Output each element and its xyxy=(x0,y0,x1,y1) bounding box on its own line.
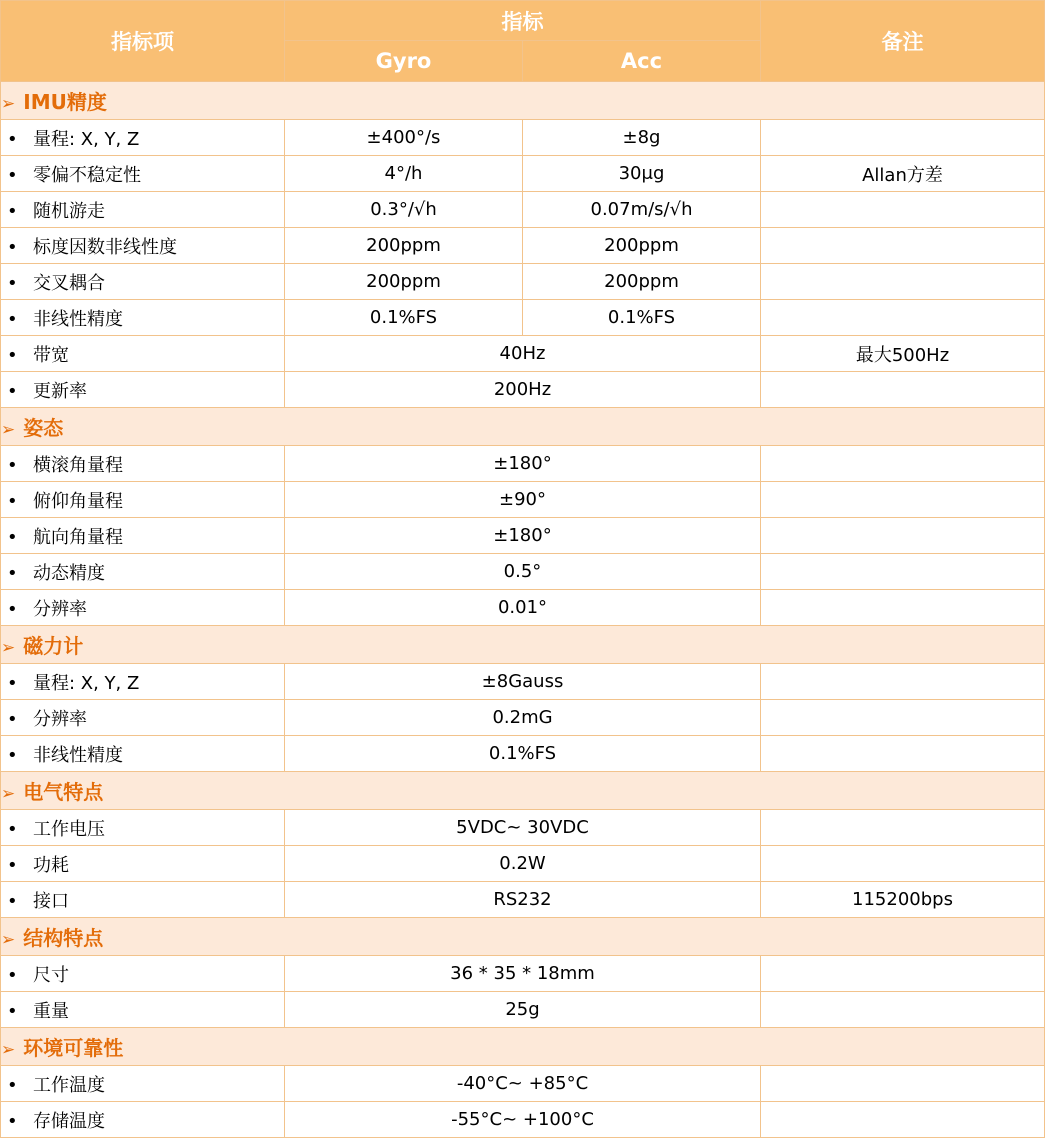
bullet-icon: • xyxy=(7,1074,18,1096)
note-cell xyxy=(761,264,1045,300)
value-cell: 5VDC~ 30VDC xyxy=(285,810,761,846)
item-cell xyxy=(1,736,285,772)
note-cell xyxy=(761,192,1045,228)
value-cell: ±180° xyxy=(285,518,761,554)
gyro-cell: 4°/h xyxy=(285,156,523,192)
note-cell xyxy=(761,590,1045,626)
gyro-cell: 0.3°/√h xyxy=(285,192,523,228)
bullet-icon: • xyxy=(7,964,18,986)
note-cell xyxy=(761,120,1045,156)
value-cell: 0.1%FS xyxy=(285,736,761,772)
item-cell xyxy=(1,882,285,918)
item-cell xyxy=(1,590,285,626)
item-cell xyxy=(1,518,285,554)
item-name: 接口 xyxy=(33,890,69,912)
table-row xyxy=(1,810,1045,846)
item-cell xyxy=(1,1066,285,1102)
table-row xyxy=(1,992,1045,1028)
acc-cell: ±8g xyxy=(523,120,761,156)
value-cell: 0.01° xyxy=(285,590,761,626)
section-title: 姿态 xyxy=(23,416,64,440)
note-cell xyxy=(761,736,1045,772)
arrow-icon: ➢ xyxy=(1,420,16,440)
section-header xyxy=(1,82,1045,120)
item-cell xyxy=(1,664,285,700)
table-row xyxy=(1,1066,1045,1102)
arrow-icon: ➢ xyxy=(1,638,16,658)
item-cell xyxy=(1,1102,285,1138)
section-title: 磁力计 xyxy=(23,634,84,658)
table-row xyxy=(1,846,1045,882)
section-header xyxy=(1,626,1045,664)
section-row xyxy=(1,772,1045,810)
note-cell xyxy=(761,518,1045,554)
item-name: 工作温度 xyxy=(33,1074,105,1096)
table-row xyxy=(1,300,1045,336)
table-row xyxy=(1,590,1045,626)
value-cell: 200Hz xyxy=(285,372,761,408)
bullet-icon: • xyxy=(7,708,18,730)
gyro-cell: 0.1%FS xyxy=(285,300,523,336)
value-cell: 0.2mG xyxy=(285,700,761,736)
item-name: 随机游走 xyxy=(33,200,105,222)
table-row xyxy=(1,482,1045,518)
item-cell xyxy=(1,700,285,736)
table-row xyxy=(1,700,1045,736)
table-row xyxy=(1,228,1045,264)
note-cell xyxy=(761,372,1045,408)
section-title: IMU精度 xyxy=(23,90,107,114)
bullet-icon: • xyxy=(7,164,18,186)
bullet-icon: • xyxy=(7,200,18,222)
item-cell xyxy=(1,956,285,992)
item-name: 功耗 xyxy=(33,854,69,876)
header-note: 备注 xyxy=(761,1,1045,82)
note-cell: 最大500Hz xyxy=(761,336,1045,372)
item-cell xyxy=(1,810,285,846)
item-cell xyxy=(1,992,285,1028)
section-row xyxy=(1,82,1045,120)
note-cell xyxy=(761,700,1045,736)
value-cell: 40Hz xyxy=(285,336,761,372)
item-cell xyxy=(1,482,285,518)
item-cell xyxy=(1,192,285,228)
item-name: 零偏不稳定性 xyxy=(33,164,141,186)
table-row xyxy=(1,264,1045,300)
gyro-cell: 200ppm xyxy=(285,228,523,264)
bullet-icon: • xyxy=(7,236,18,258)
bullet-icon: • xyxy=(7,854,18,876)
acc-cell: 0.1%FS xyxy=(523,300,761,336)
table-row xyxy=(1,956,1045,992)
item-name: 非线性精度 xyxy=(33,744,123,766)
bullet-icon: • xyxy=(7,344,18,366)
section-title: 环境可靠性 xyxy=(23,1036,124,1060)
table-row xyxy=(1,882,1045,918)
item-name: 分辨率 xyxy=(33,598,87,620)
table-row xyxy=(1,664,1045,700)
item-cell xyxy=(1,372,285,408)
note-cell xyxy=(761,300,1045,336)
value-cell: RS232 xyxy=(285,882,761,918)
table-row xyxy=(1,156,1045,192)
header-acc: Acc xyxy=(523,41,761,82)
item-name: 交叉耦合 xyxy=(33,272,105,294)
table-row xyxy=(1,1102,1045,1138)
item-cell xyxy=(1,264,285,300)
item-cell xyxy=(1,120,285,156)
item-name: 标度因数非线性度 xyxy=(33,236,177,258)
item-name: 量程: X, Y, Z xyxy=(33,128,140,150)
note-cell: Allan方差 xyxy=(761,156,1045,192)
value-cell: -55°C~ +100°C xyxy=(285,1102,761,1138)
note-cell xyxy=(761,664,1045,700)
table-row xyxy=(1,372,1045,408)
section-header xyxy=(1,408,1045,446)
note-cell xyxy=(761,810,1045,846)
header-gyro: Gyro xyxy=(285,41,523,82)
bullet-icon: • xyxy=(7,128,18,150)
item-name: 分辨率 xyxy=(33,708,87,730)
bullet-icon: • xyxy=(7,490,18,512)
note-cell xyxy=(761,1102,1045,1138)
section-title: 结构特点 xyxy=(23,926,104,950)
item-name: 俯仰角量程 xyxy=(33,490,123,512)
bullet-icon: • xyxy=(7,272,18,294)
arrow-icon: ➢ xyxy=(1,1040,16,1060)
note-cell xyxy=(761,228,1045,264)
bullet-icon: • xyxy=(7,744,18,766)
item-cell xyxy=(1,846,285,882)
value-cell: 25g xyxy=(285,992,761,1028)
item-name: 横滚角量程 xyxy=(33,454,123,476)
acc-cell: 200ppm xyxy=(523,228,761,264)
acc-cell: 30μg xyxy=(523,156,761,192)
section-row xyxy=(1,408,1045,446)
item-cell xyxy=(1,156,285,192)
section-row xyxy=(1,1028,1045,1066)
arrow-icon: ➢ xyxy=(1,784,16,804)
section-header xyxy=(1,1028,1045,1066)
item-name: 更新率 xyxy=(33,380,87,402)
value-cell: 0.2W xyxy=(285,846,761,882)
note-cell xyxy=(761,554,1045,590)
section-title: 电气特点 xyxy=(23,780,104,804)
table-body xyxy=(1,82,1045,1138)
item-name: 带宽 xyxy=(33,344,69,366)
item-cell xyxy=(1,228,285,264)
bullet-icon: • xyxy=(7,818,18,840)
table-row xyxy=(1,736,1045,772)
item-cell xyxy=(1,300,285,336)
bullet-icon: • xyxy=(7,1000,18,1022)
bullet-icon: • xyxy=(7,526,18,548)
bullet-icon: • xyxy=(7,380,18,402)
section-row xyxy=(1,918,1045,956)
value-cell: 0.5° xyxy=(285,554,761,590)
note-cell xyxy=(761,956,1045,992)
item-name: 量程: X, Y, Z xyxy=(33,672,140,694)
note-cell xyxy=(761,482,1045,518)
item-name: 非线性精度 xyxy=(33,308,123,330)
item-name: 动态精度 xyxy=(33,562,105,584)
acc-cell: 200ppm xyxy=(523,264,761,300)
note-cell xyxy=(761,992,1045,1028)
table-row xyxy=(1,446,1045,482)
note-cell: 115200bps xyxy=(761,882,1045,918)
item-name: 存储温度 xyxy=(33,1110,105,1132)
section-row xyxy=(1,626,1045,664)
item-cell xyxy=(1,554,285,590)
bullet-icon: • xyxy=(7,672,18,694)
section-header xyxy=(1,918,1045,956)
bullet-icon: • xyxy=(7,454,18,476)
item-name: 尺寸 xyxy=(33,964,69,986)
gyro-cell: ±400°/s xyxy=(285,120,523,156)
section-header xyxy=(1,772,1045,810)
header-indicator: 指标 xyxy=(285,1,761,41)
bullet-icon: • xyxy=(7,1110,18,1132)
arrow-icon: ➢ xyxy=(1,94,16,114)
item-name: 工作电压 xyxy=(33,818,105,840)
table-row xyxy=(1,554,1045,590)
bullet-icon: • xyxy=(7,890,18,912)
value-cell: 36 * 35 * 18mm xyxy=(285,956,761,992)
item-name: 重量 xyxy=(33,1000,69,1022)
bullet-icon: • xyxy=(7,562,18,584)
bullet-icon: • xyxy=(7,598,18,620)
table-row xyxy=(1,120,1045,156)
arrow-icon: ➢ xyxy=(1,930,16,950)
value-cell: ±8Gauss xyxy=(285,664,761,700)
bullet-icon: • xyxy=(7,308,18,330)
item-name: 航向角量程 xyxy=(33,526,123,548)
note-cell xyxy=(761,1066,1045,1102)
value-cell: -40°C~ +85°C xyxy=(285,1066,761,1102)
gyro-cell: 200ppm xyxy=(285,264,523,300)
value-cell: ±180° xyxy=(285,446,761,482)
item-cell xyxy=(1,336,285,372)
acc-cell: 0.07m/s/√h xyxy=(523,192,761,228)
table-row xyxy=(1,518,1045,554)
value-cell: ±90° xyxy=(285,482,761,518)
header-item: 指标项 xyxy=(1,1,285,82)
table-row xyxy=(1,192,1045,228)
item-cell xyxy=(1,446,285,482)
note-cell xyxy=(761,446,1045,482)
table-row xyxy=(1,336,1045,372)
note-cell xyxy=(761,846,1045,882)
